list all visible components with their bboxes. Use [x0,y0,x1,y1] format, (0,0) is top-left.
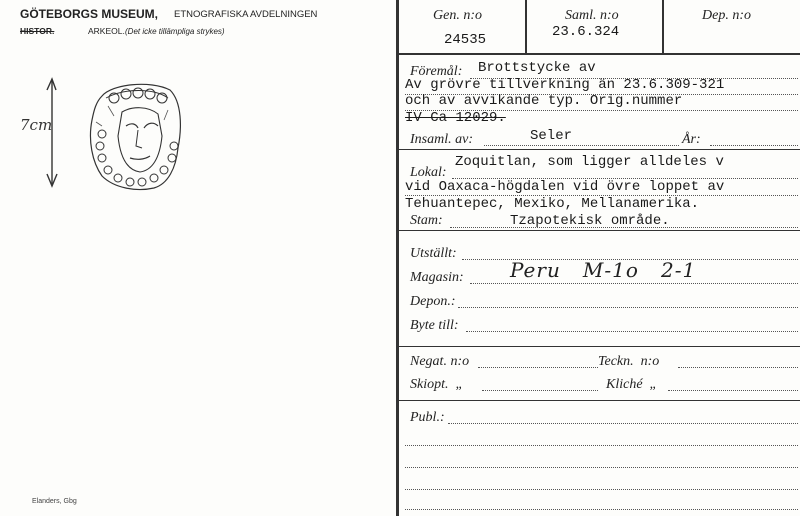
department-name: ETNOGRAFISKA AVDELNINGEN [174,9,318,20]
depon-label: Depon.: [410,294,456,309]
vertical-rule [396,0,399,516]
foremal-label: Föremål: [410,64,463,79]
dep-label: Dep. n:o [702,8,751,23]
face-sketch [78,76,198,196]
negat-label: Negat. n:o [410,354,470,369]
stam-value: Tzapotekisk område. [510,213,670,229]
utstallt-label: Utställt: [410,246,457,261]
teckn-label: Teckn. n:o [598,354,660,369]
lokal-line1: Zoquitlan, som ligger alldeles v [455,154,724,170]
ar-label: År: [682,132,701,147]
gen-label: Gen. n:o [433,8,482,23]
publ-label: Publ.: [410,410,445,425]
museum-name: GÖTEBORGS MUSEUM, [20,7,159,21]
stam-label: Stam: [410,213,443,228]
foremal-line3: och av avvikande typ. Orig.nummer [405,93,683,109]
lokal-line3: Tehuantepec, Mexiko, Mellanamerika. [405,196,700,212]
arkeol-category: ARKEOL. [88,26,125,36]
foremal-line2: Av grövre tillverkning än 23.6.309-321 [405,77,725,93]
insaml-label: Insaml. av: [410,132,473,147]
lokal-label: Lokal: [410,165,447,180]
byte-label: Byte till: [410,318,459,333]
scale-label: 7cm [20,116,53,134]
crossed-category: HISTOR. [20,26,55,36]
strike-note: (Det icke tillämpliga strykes) [125,27,225,36]
foremal-line1: Brottstycke av [478,60,596,76]
saml-label: Saml. n:o [565,8,619,23]
insaml-value: Seler [530,128,573,144]
magasin-value: Peru M-1o 2-1 [510,258,697,282]
foremal-line4: IV Ca 12029. [405,110,506,126]
magasin-label: Magasin: [410,270,464,285]
kliche-label: Kliché „ [606,377,658,392]
gen-value: 24535 [444,32,487,48]
printer-imprint: Elanders, Gbg [32,498,77,505]
lokal-line2: vid Oaxaca-högdalen vid övre loppet av [405,179,725,195]
skiopt-label: Skiopt. „ [410,377,464,392]
saml-value: 23.6.324 [552,24,620,40]
